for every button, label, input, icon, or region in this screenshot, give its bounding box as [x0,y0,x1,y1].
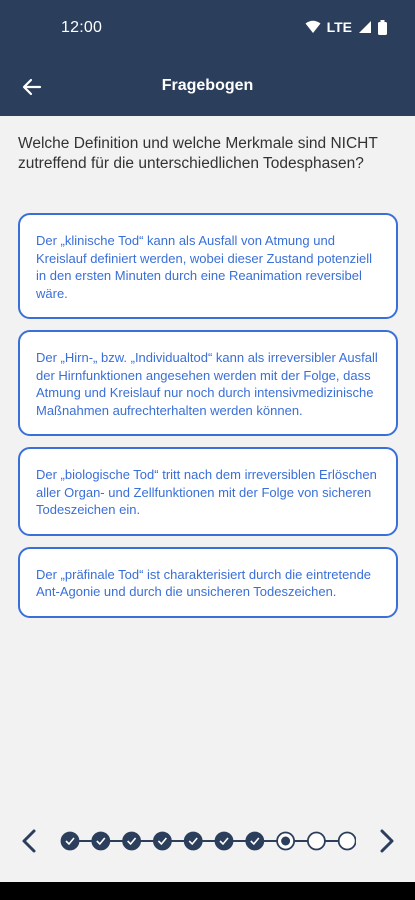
answer-option-3[interactable]: Der „biologische Tod“ tritt nach dem irreversiblen Erlöschen aller Organ- und Zellfunktionen mit der Folge von sicheren Todeszeichen ein. [18,447,398,536]
wifi-icon [305,20,321,34]
progress-dot-9[interactable] [308,833,325,850]
chevron-left-icon[interactable] [16,827,44,855]
progress-dot-3[interactable] [123,833,140,850]
answer-option-2[interactable]: Der „Hirn-„ bzw. „Individualtod“ kann als irreversibler Ausfall der Hirnfunktionen angesehen werden mit der Folge, dass Atmung und Kreislauf nur noch durch intensivmedizinische Maßnahmen aufrechterhalten werden können. [18,330,398,436]
status-time: 12:00 [61,19,103,36]
battery-icon [378,20,387,35]
answer-list [18,213,398,629]
progress-dot-7[interactable] [246,833,263,850]
page-title: Fragebogen [161,77,254,94]
progress-dot-4[interactable] [154,833,171,850]
current-dot-marker [281,837,290,846]
progress-dot-5[interactable] [185,833,202,850]
answer-option-4[interactable]: Der „präfinale Tod“ ist charakterisiert durch die eintretende Ant-Agonie und durch die unsicheren Todeszeichen. [18,547,398,618]
progress-dot-1[interactable] [62,833,79,850]
system-navigation-bar [0,882,415,900]
chevron-right-icon[interactable] [372,827,400,855]
progress-dots [60,831,356,851]
app-bar [0,58,415,116]
network-type-label: LTE [326,19,352,35]
question-pager [0,818,415,864]
status-icons [305,19,387,35]
question-text: Welche Definition und welche Merkmale sind NICHT zutreffend für die unterschiedlichen Todesphasen? [18,135,378,172]
progress-dot-10[interactable] [339,833,356,850]
progress-dot-6[interactable] [216,833,233,850]
cellular-signal-icon [358,20,372,34]
progress-dot-2[interactable] [92,833,109,850]
answer-option-1[interactable]: Der „klinische Tod“ kann als Ausfall von Atmung und Kreislauf definiert werden, wobei dieser Zustand potenziell in den ersten Minuten durch eine Reanimation reversibel wäre. [18,213,398,319]
status-bar [0,0,415,58]
